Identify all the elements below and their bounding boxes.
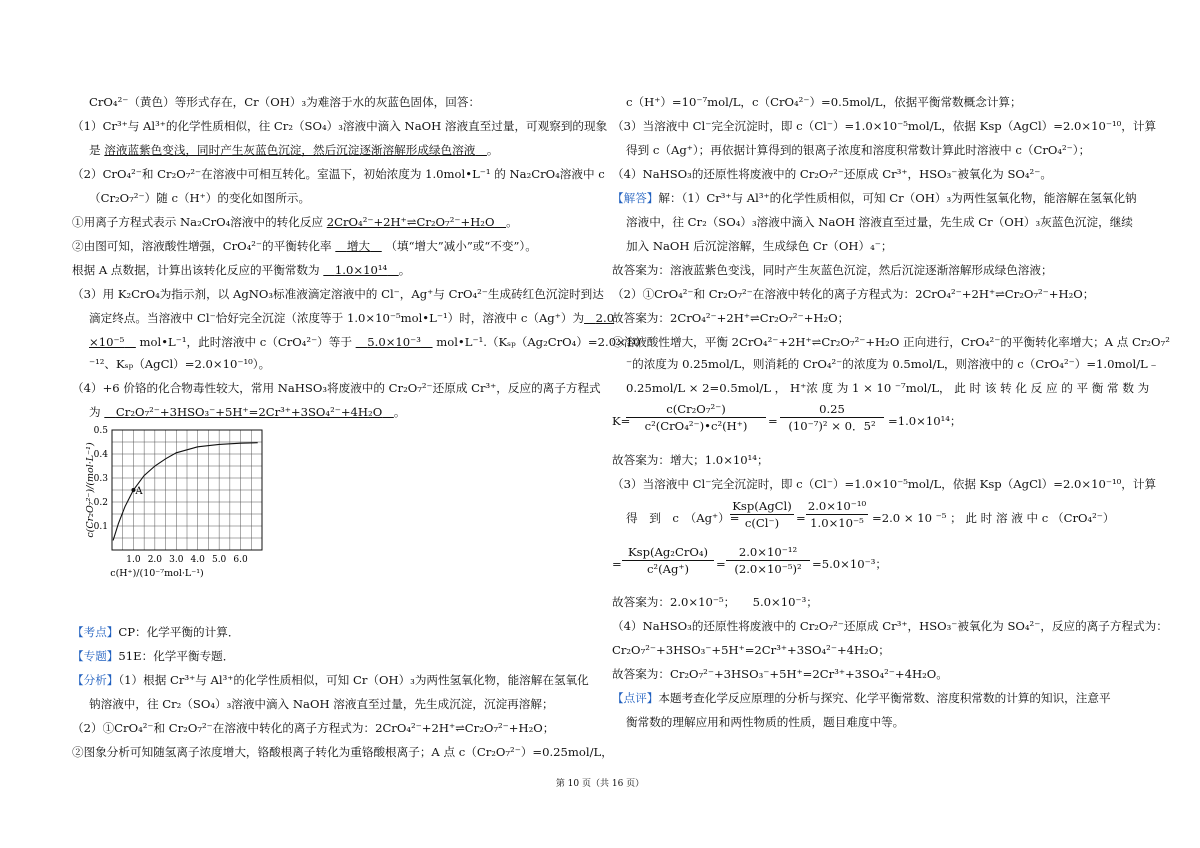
- q1-line: （1）Cr³⁺与 Al³⁺的化学性质相似，往 Cr₂（SO₄）₃溶液中滴入 NaOH 溶液直至过量，可观察到的现象: [72, 119, 608, 133]
- k-lhs: K=: [612, 414, 631, 428]
- jieda-tag: 【解答】: [612, 191, 659, 205]
- dianping-line: [612, 690, 1111, 706]
- solve-2-line: （2）①CrO₄²⁻和 Cr₂O₇²⁻在溶液中转化的离子方程式为：2CrO₄²⁻+2H⁺⇌Cr₂O₇²⁻+H₂O；: [612, 287, 1095, 301]
- chart-ticks: [94, 426, 248, 565]
- cr-result: =5.0×10⁻³；: [812, 557, 887, 571]
- page-footer: 第 10 页（共 16 页）: [555, 779, 645, 789]
- ag-numerator: Ksp(AgCl): [732, 499, 792, 513]
- analysis-3-line: （3）当溶液中 Cl⁻完全沉淀时，即 c（Cl⁻）=1.0×10⁻⁵mol/L，依据 Ksp（AgCl）=2.0×10⁻¹⁰，计算: [612, 119, 1157, 133]
- dianping-line-2: 衡常数的理解应用和两性物质的性质，题目难度中等。: [626, 715, 905, 729]
- q2-3-line: 根据 A 点数据，计算出该转化反应的平衡常数为 1.0×10¹⁴ 。: [72, 263, 411, 277]
- x-tick-label: 2.0: [147, 555, 163, 565]
- y-tick-label: 0.4: [93, 450, 108, 460]
- x-tick-label: 3.0: [169, 555, 184, 565]
- cr-denominator: c²(Ag⁺): [646, 562, 690, 576]
- y-tick-label: 0.5: [93, 426, 108, 436]
- q3-line: （3）用 K₂CrO₄为指示剂，以 AgNO₃标准液滴定溶液中的 Cl⁻，Ag⁺与 CrO₄²⁻生成砖红色沉淀时到达: [72, 287, 604, 301]
- zhuanti-text: 51E：化学平衡专题．: [118, 649, 235, 663]
- chart-ylabel: c(Cr₂O₇²⁻)/(mol·L⁻¹): [85, 442, 96, 538]
- solve-2-2-line-3: 0.25mol/L × 2=0.5mol/L ， H⁺浓 度 为 1 × 10 ⁻⁷mol/L， 此 时 该 转 化 反 应 的 平 衡 常 数 为: [626, 381, 1150, 395]
- jieda-line-3: 加入 NaOH 后沉淀溶解，生成绿色 Cr（OH）₄⁻；: [626, 239, 893, 253]
- q3-answer-b: 5.0×10⁻³: [367, 335, 421, 349]
- q1-answer-line: 是 溶液蓝紫色变浅，同时产生灰蓝色沉淀，然后沉淀逐渐溶解形成绿色溶液 。: [89, 143, 499, 157]
- cr-numerator: Ksp(Ag₂CrO₄): [627, 545, 709, 559]
- ag-fraction: [730, 499, 794, 530]
- q1-answer: 溶液蓝紫色变浅，同时产生灰蓝色沉淀，然后沉淀逐渐溶解形成绿色溶液: [104, 143, 476, 157]
- ag-denominator-2: 1.0×10⁻⁵: [810, 516, 864, 530]
- jieda-text: 解：（1）Cr³⁺与 Al³⁺的化学性质相似，可知 Cr（OH）₃为两性氢氧化物，能溶解在氢氧化钠: [658, 191, 1137, 205]
- ag-denominator: c(Cl⁻): [744, 516, 780, 530]
- x-tick-label: 4.0: [190, 555, 205, 565]
- q2-line: （2）CrO₄²⁻和 Cr₂O₇²⁻在溶液中可相互转化。室温下，初始浓度为 1.0mol•L⁻¹ 的 Na₂CrO₄溶液中 c: [72, 167, 605, 181]
- chart-xlabel: c(H⁺)/(10⁻⁷mol·L⁻¹): [110, 568, 204, 579]
- cr-numerator-2: 2.0×10⁻¹²: [738, 545, 798, 559]
- zhuanti-tag: 【专题】: [72, 649, 119, 663]
- dianping-text: 本题考查化学反应原理的分析与探究、化学平衡常数、溶度积常数的计算的知识，注意平: [658, 691, 1111, 705]
- k-denominator-2: (10⁻⁷)² × 0．5²: [788, 419, 876, 433]
- q4-answer-line: 为 Cr₂O₇²⁻+3HSO₃⁻+5H⁺=2Cr³⁺+3SO₄²⁻+4H₂O 。: [89, 405, 406, 419]
- q2-2-line: [72, 238, 537, 254]
- solve-3-line: （3）当溶液中 Cl⁻完全沉淀时，即 c（Cl⁻）=1.0×10⁻⁵mol/L，依据 Ksp（AgCl）=2.0×10⁻¹⁰，计算: [612, 477, 1157, 491]
- q2-2-prefix: ②由图可知，溶液酸性增强，CrO₄²⁻的平衡转化率: [72, 239, 332, 253]
- jieda-line-2: 溶液中，往 Cr₂（SO₄）₃溶液中滴入 NaOH 溶液直至过量，先生成 Cr（OH）₃灰蓝色沉淀，继续: [626, 215, 1133, 229]
- q4-answer: Cr₂O₇²⁻+3HSO₃⁻+5H⁺=2Cr³⁺+3SO₄²⁻+4H₂O: [115, 405, 383, 419]
- answer-2-line: 故答案为：2CrO₄²⁻+2H⁺⇌Cr₂O₇²⁻+H₂O；: [612, 311, 850, 325]
- fenxi-line-4: ②图象分析可知随氢离子浓度增大，铬酸根离子转化为重铬酸根离子；A 点 c（Cr₂O₇²⁻）=0.25mol/L，: [72, 745, 613, 759]
- q4-line: （4）+6 价铬的化合物毒性较大，常用 NaHSO₃将废液中的 Cr₂O₇²⁻还原成 Cr³⁺，反应的离子方程式: [72, 381, 601, 395]
- q3-prefix: 滴定终点。当溶液中 Cl⁻恰好完全沉淀（浓度等于 1.0×10⁻⁵mol•L⁻¹）时，溶液中 c（Ag⁺）为: [89, 311, 585, 325]
- q2-3-prefix: 根据 A 点数据，计算出该转化反应的平衡常数为: [72, 263, 320, 277]
- k-denominator: c²(CrO₄²⁻)•c²(H⁺): [644, 419, 748, 433]
- x-tick-label: 5.0: [211, 555, 227, 565]
- q2-1-answer: 2CrO₄²⁻+2H⁺⇌Cr₂O₇²⁻+H₂O: [326, 215, 495, 229]
- q1-prefix: 是: [89, 143, 101, 157]
- k-fraction-2: [780, 402, 884, 433]
- q3-answer-a-1: 2.0: [595, 311, 615, 325]
- ag-fraction-2: [806, 499, 868, 530]
- q2-2-suffix: （填“增大”减小”或“不变”）。: [385, 239, 537, 253]
- kaodian-text: CP：化学平衡的计算．: [118, 625, 240, 639]
- jieda-line: [612, 190, 1137, 206]
- k-fraction: [626, 402, 766, 433]
- solve-3-ag-prefix: 得 到 c （Ag⁺）=: [626, 511, 740, 525]
- solve-2-2-line: ②溶液酸性增大，平衡 2CrO₄²⁻+2H⁺⇌Cr₂O₇²⁻+H₂O 正向进行，CrO₄²⁻的平衡转化率增大；A 点 Cr₂O₇²: [612, 335, 1170, 349]
- y-tick-label: 0.2: [93, 498, 108, 508]
- analysis-4-line: （4）NaHSO₃的还原性将废液中的 Cr₂O₇²⁻还原成 Cr³⁺，HSO₃⁻被氧化为 SO₄²⁻。: [612, 167, 1052, 181]
- q2-line-2: （Cr₂O₇²⁻）随 c（H⁺）的变化如图所示。: [89, 191, 311, 205]
- k-numerator: c(Cr₂O₇²⁻): [666, 402, 726, 416]
- kaodian-line: [72, 624, 239, 640]
- solve-4-line: （4）NaHSO₃的还原性将废液中的 Cr₂O₇²⁻还原成 Cr³⁺，HSO₃⁻被氧化为 SO₄²⁻，反应的离子方程式为：: [612, 619, 1168, 633]
- q3-line-3: [89, 334, 641, 350]
- ag-numerator-2: 2.0×10⁻¹⁰: [807, 499, 867, 513]
- fenxi-line-3: （2）①CrO₄²⁻和 Cr₂O₇²⁻在溶液中转化的离子方程式为：2CrO₄²⁻+2H⁺⇌Cr₂O₇²⁻+H₂O；: [72, 721, 555, 735]
- q2-1-prefix: ①用离子方程式表示 Na₂CrO₄溶液中的转化反应: [72, 215, 324, 229]
- cr-fraction: [622, 545, 714, 576]
- x-tick-label: 1.0: [126, 555, 141, 565]
- q2-1-line: ①用离子方程式表示 Na₂CrO₄溶液中的转化反应 2CrO₄²⁻+2H⁺⇌Cr₂O₇²⁻+H₂O 。: [72, 215, 518, 229]
- zhuanti-line: [72, 648, 234, 664]
- solve-4-eq: Cr₂O₇²⁻+3HSO₃⁻+5H⁺=2Cr³⁺+3SO₄²⁻+4H₂O；: [612, 643, 890, 657]
- answer-1-line: 故答案为：溶液蓝紫色变浅，同时产生灰蓝色沉淀，然后沉淀逐渐溶解形成绿色溶液；: [612, 263, 1053, 277]
- q3-answer-a-2: ×10⁻⁵: [89, 335, 125, 349]
- cr-denominator-2: (2.0×10⁻⁵)²: [734, 562, 802, 576]
- kaodian-tag: 【考点】: [72, 625, 119, 639]
- answer-2-2-line: 故答案为：增大；1.0×10¹⁴；: [612, 453, 769, 467]
- y-tick-label: 0.1: [93, 522, 108, 532]
- dianping-tag: 【点评】: [612, 691, 659, 705]
- fenxi-line-2: 钠溶液中，往 Cr₂（SO₄）₃溶液中滴入 NaOH 溶液直至过量，先生成沉淀，沉淀再溶解；: [89, 697, 554, 711]
- analysis-3-line-2: 得到 c（Ag⁺）；再依据计算得到的银离子浓度和溶度积常数计算此时溶液中 c（CrO₄²⁻）；: [626, 143, 1091, 157]
- q3-line-2: [89, 310, 614, 326]
- solve-3-ag-result: =2.0 × 10 ⁻⁵ ； 此 时 溶 液 中 c （CrO₄²⁻）: [872, 511, 1115, 525]
- q2-3-answer: 1.0×10¹⁴: [334, 263, 388, 277]
- intro-line: CrO₄²⁻（黄色）等形式存在，Cr（OH）₃为难溶于水的灰蓝色固体，回答：: [89, 95, 481, 109]
- solve-2-2-line-2: ⁻的浓度为 0.25mol/L，则消耗的 CrO₄²⁻的浓度为 0.5mol/L，则溶液中的 c（CrO₄²⁻）=1.0mol/L﹣: [626, 357, 1160, 371]
- answer-4-line: 故答案为：Cr₂O₇²⁻+3HSO₃⁻+5H⁺=2Cr³⁺+3SO₄²⁻+4H₂O。: [612, 667, 948, 681]
- k-numerator-2: 0.25: [819, 402, 845, 416]
- q2-2-answer: 增大: [346, 239, 371, 253]
- fenxi-tag: 【分析】: [72, 673, 119, 687]
- fenxi-text: （1）根据 Cr³⁺与 Al³⁺的化学性质相似，可知 Cr（OH）₃为两性氢氧化物，能溶解在氢氧化: [118, 673, 589, 687]
- concentration-chart: [85, 420, 278, 600]
- fenxi-line: [72, 672, 589, 688]
- q4-prefix: 为: [89, 405, 101, 419]
- answer-3-line: 故答案为：2.0×10⁻⁵； 5.0×10⁻³；: [612, 595, 818, 609]
- x-tick-label: 6.0: [233, 555, 248, 565]
- q3-suffix: mol•L⁻¹.（Kₛₚ（Ag₂CrO₄）=2.0×10: [436, 335, 641, 349]
- point-a-label: A: [135, 486, 143, 497]
- k-result: =1.0×10¹⁴；: [888, 414, 962, 428]
- cr-fraction-2: [726, 545, 810, 576]
- q3-line-4: ⁻¹²、Kₛₚ（AgCl）=2.0×10⁻¹⁰）。: [89, 357, 271, 371]
- y-tick-label: 0.3: [93, 474, 108, 484]
- analysis-cont-line: c（H⁺）=10⁻⁷mol/L，c（CrO₄²⁻）=0.5mol/L，依据平衡常数概念计算；: [626, 95, 1022, 109]
- q3-mid: mol•L⁻¹，此时溶液中 c（CrO₄²⁻）等于: [139, 335, 352, 349]
